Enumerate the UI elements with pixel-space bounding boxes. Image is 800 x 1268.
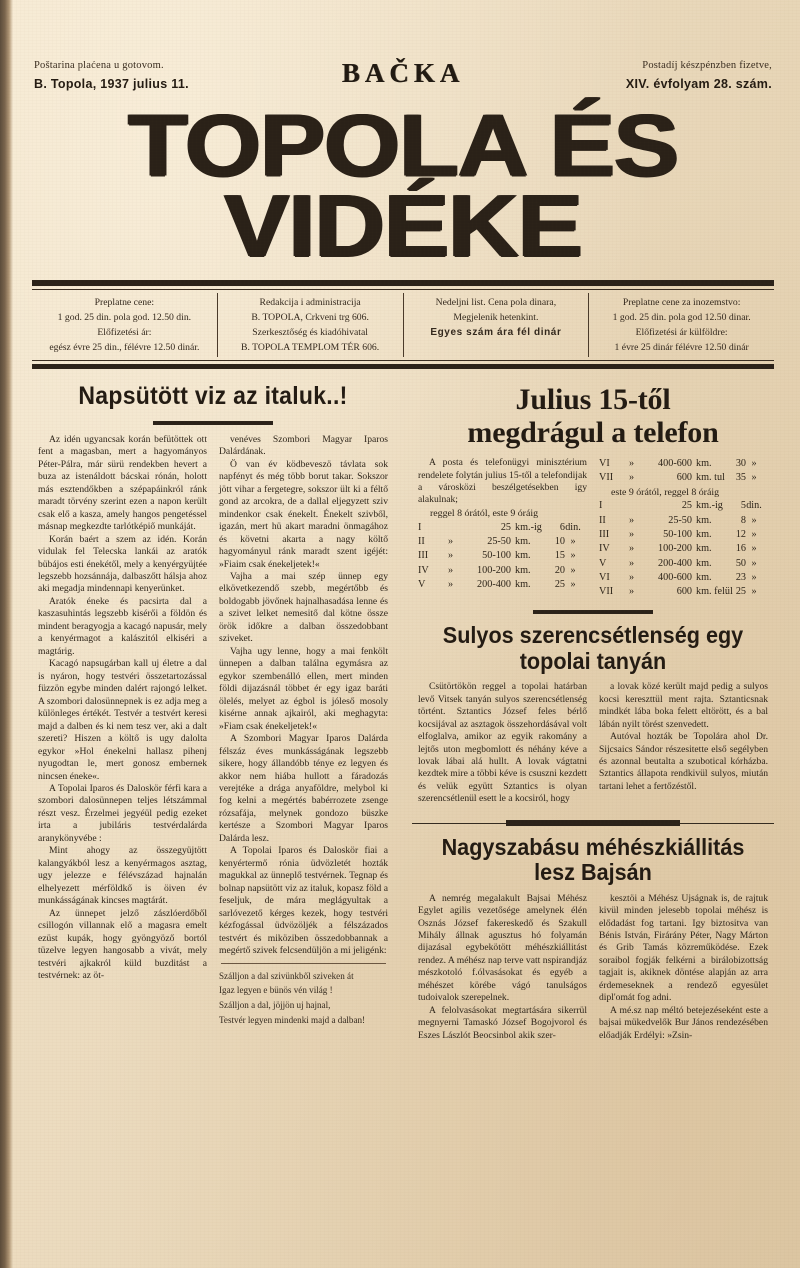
tariff-range: 50-100	[482, 550, 511, 562]
paper-sub-title: BAČKA	[341, 58, 465, 88]
article-paragraph: venéves Szombori Magyar Iparos Dalárdának.	[219, 433, 388, 458]
tariff-price: 5	[740, 500, 746, 512]
tariff-zone: V	[418, 578, 426, 590]
tariff-zone: I	[418, 521, 422, 533]
infobox-line: Szerkesztőség és kiadóhivatal	[252, 326, 368, 338]
telephone-intro-column	[412, 457, 593, 599]
tariff-sep: »	[628, 557, 635, 569]
tariff-zone: IV	[599, 543, 610, 555]
telephone-day-label: reggel 8 órától, este 9 óráig	[430, 507, 539, 519]
article-paragraph: Mint ahogy az összegyüjtött kalangyákból lesz a kenyérmagos asztag, ugy jelezze e félévszázad hajnalán elhelyezett mérföldkő is öiven év munkásságának kincses magtárát.	[38, 845, 207, 907]
article-paragraph: A felolvasásokat megtartására sikerrül megnyerni Tamaskó József Bogojvorol és Eszes Lászlót Beocsinbol akik szer-	[418, 1004, 587, 1041]
tariff-sep: »	[628, 458, 635, 470]
tariff-price: 20	[554, 564, 565, 576]
tariff-row	[418, 549, 587, 563]
tariff-unit: km. felül	[696, 586, 733, 598]
tariff-range: 50-100	[663, 529, 692, 541]
beekeeping-columns	[412, 893, 774, 1043]
tariff-sep: »	[628, 571, 635, 583]
infobox-line: Redakcija i administracija	[259, 296, 361, 308]
poem-line: Szálljon a dal, jöjjön uj hajnal,	[219, 999, 331, 1010]
tariff-price: 16	[735, 543, 746, 555]
tariff-price: 12	[735, 529, 746, 541]
tariff-currency: »	[751, 529, 757, 541]
tariff-zone: V	[599, 557, 607, 569]
tariff-currency: »	[751, 543, 757, 555]
tariff-zone: II	[599, 514, 606, 526]
postage-right-text: Postadíj készpénzben fizetve,	[642, 60, 772, 72]
tariff-row	[418, 521, 587, 535]
volume-issue: XIV. évfolyam 28. szám.	[625, 77, 772, 91]
infobox-line: Megjelenik hetenkint.	[453, 311, 539, 323]
place-date: B. Topola, 1937 julius 11.	[34, 77, 189, 91]
tariff-row	[599, 585, 768, 599]
infobox-line: Előfizetési ár:	[97, 326, 152, 338]
tariff-row	[418, 535, 587, 549]
left-feature-columns	[32, 434, 394, 1028]
tariff-range: 25-50	[668, 514, 692, 526]
infobox-line: Nedeljni list. Cena pola dinara,	[435, 296, 557, 308]
postage-left-block	[34, 58, 284, 91]
right-half	[403, 383, 774, 1042]
article-paragraph: Vajha a mai szép ünnep egy elkövetkezendő szebb, megértőbb és boldogabb jövőnek hajnalhasadása lenne és a szivet lelket nemesitő dal kötne össze örök időkre a dalban összedobbant sziveket.	[219, 571, 388, 645]
article-paragraph: Korán baért a szem az idén. Korán vidulak fel Telecska lankái az aratók bübájos esti énekétől, mely a kenyérgyüjtée legszebb hozsánnája, dalbaszőtt hálsja ahoz aki megadja mindennapi kenyerünket.	[38, 533, 207, 595]
divider-under-accident	[412, 820, 774, 827]
main-body	[22, 383, 784, 1042]
article-paragraph: Az idén ugyancsak korán befütöttek ott fent a magasban, mert a hagyományos Péter-Pálra, már sürü rendekben hevert a buza az istenáldott bácskai rónán, holott más esztendőkben a szépapáinkról ránk maradt törvény szerint ezen a napon került csak elő a kasza, amely hangos pengetéssel másnap megkezdte tarlótképiő munkáját.	[38, 433, 207, 533]
infobox-cell-editorial	[217, 293, 403, 357]
telephone-day-rates-cont	[599, 457, 768, 599]
tariff-unit: km.	[515, 578, 531, 590]
article-paragraph: Ö van év ködbeveszö távlata sok napfényt és még több borut takar. Sokszor jött vihar a fergetegre, sokszor ült ki a féltő gond az arcokra, de a dallal eljegyzett sziv mindenkor csak énekelt. Énekelt szivből, igazán, mert hü akart maradni önmagához és követni akarta a nagy költő hagyományul ránk maradt szent igéjét: »Fiaim csak énekeljetek!«	[219, 458, 388, 570]
article-paragraph: Kacagó napsugárban kall uj életre a dal is nyáron, hogy testvéri összetartozással füzzön egybe minden dalért rajongó lelket. A szombori dalosünnepnek is ez adja meg a különleges értékét. Testvér a testvért keresi majd a dalben és ki nem tesz ver, aki a dalt szereti? Hiszen a költő is ugy dalolta egykor »Hol énekelni hallasz pihenj nyugodtan le, mert gonosz embernek nincsen éneke«.	[38, 658, 207, 782]
poem-divider	[221, 963, 386, 964]
article-paragraph: kesztöi a Méhész Ujságnak is, de rajtuk kivül minden jelesebb topolai méhész is elődadást fog tartani. Igy biztositva van Bénis István, Firárány Péter, Nagy Márton és Grib Tamás közreműködése. Ezek soraibol fogják felkérni a birálobizottság tagjait is, akiknek döntése alapján az arra érdemeseknek a rendező egyesület dipl'omát fog adni.	[599, 892, 768, 1004]
telephone-intro	[418, 457, 587, 507]
tariff-sep: »	[628, 529, 635, 541]
tariff-sep: »	[447, 536, 454, 548]
headline-mehesz-line1: Nagyszabásu méhészkiállitás	[441, 833, 745, 860]
infobox-line: 1 god. 25 din. pola god. 12.50 din.	[57, 311, 192, 323]
tariff-price: 23	[735, 571, 746, 583]
article-paragraph: Aratók éneke és pacsirta dal a kaszasuhintás legszebb kisérői a földön és mindent beragyogja a kacagó napusár, mely a kenyérmagot a kalászitól elkiséri a magtárig.	[38, 595, 207, 657]
tariff-range: 100-200	[477, 564, 511, 576]
telephone-intro-text: A posta és telefonügyi minisztérium rendelete folytán julius 15-től a telefondijak a városközi beszélgetésekben igy alakulnak;	[418, 457, 587, 506]
tariff-sep: »	[447, 578, 454, 590]
tariff-row	[599, 499, 768, 513]
tariff-sep: »	[447, 550, 454, 562]
tariff-currency: »	[570, 564, 576, 576]
tariff-row	[418, 578, 587, 592]
infobox-cell-foreign	[588, 293, 774, 357]
article-paragraph: Autóval hozták be Topolára ahol Dr. Sijcsaics Sándor részesitette első segélyben és azonnal beutalta a szubotical kórházba. Sztantics állapota rendkivül sulyos, miután tartani lehet a fertőzéstől.	[599, 731, 768, 792]
left-half	[32, 383, 403, 1042]
article-paragraph: A mé.sz nap méltó betejezéseként este a bajsai mükedvelők Bur János rendezésében előadják Erdélyi: »Zsin-	[599, 1004, 768, 1041]
tariff-sep: »	[628, 514, 635, 526]
telephone-night-label: este 9 órától, reggel 8 óráig	[611, 486, 720, 498]
article-paragraph: a lovak közé került majd pedig a sulyos kocsi kereszttül ment rajta. Sztanticsnak mindkét lába boka felett eltörött, és a bal lábán nyilt törést szenvedett.	[599, 681, 768, 730]
infobox-cell-subscription	[32, 293, 217, 357]
tariff-unit: km.	[515, 536, 531, 548]
tariff-sep: »	[628, 586, 635, 598]
tariff-sep	[444, 521, 457, 535]
tariff-zone: VI	[599, 458, 610, 470]
tariff-zone: IV	[418, 564, 429, 576]
tariff-currency: »	[751, 514, 757, 526]
tariff-price: 15	[554, 550, 565, 562]
tariff-unit: km.	[515, 550, 531, 562]
tariff-range: 600	[676, 586, 692, 598]
article-paragraph: A nemrég megalakult Bajsai Méhész Egylet agilis vezetősége amelynek élén Osznás József fakereskedő és Szakull Mihály állnak agusztus hó folyamán dijazásal egybekötött méhészkiállitást rendez. A méhész nap terve vatt nspirandjáz mészkotoló f.ólvasásokat és egyéb a méhészet körébe vágó tanulságos tudoivalok szerepelnek.	[418, 892, 587, 1004]
tariff-currency: »	[751, 472, 757, 484]
tariff-zone: VII	[599, 586, 614, 598]
article-paragraph: A Szombori Magyar Iparos Dalárda félszáz éves munkásságának legszebb sikere, hogy állandóbb ténye ez legyen és akkor nem hiába hullott a fáradozás verejtéke a drága anyaföldre, melybol ki fog kelni a megértés babérrozete zsenge rózsafája, melynek gondozo büszke kertésze a Szombori Magyar Iparos Dalárda lesz.	[219, 733, 388, 844]
poem-block	[219, 969, 388, 1028]
tariff-zone: VII	[599, 472, 614, 484]
tariff-row	[599, 557, 768, 571]
tariff-price: 6	[559, 521, 565, 533]
headline-szerencsetlenseg-line2: topolai tanyán	[519, 647, 667, 674]
headline-napsutott: Napsütött viz az italuk..!	[78, 381, 348, 410]
tariff-currency: »	[570, 536, 576, 548]
tariff-price: 30	[735, 458, 746, 470]
infobox-line: egész évre 25 din., félévre 12.50 dinár.	[49, 341, 200, 353]
infobox-line: B. TOPOLA, Crkveni trg 606.	[251, 311, 369, 323]
poem-line: Szálljon a dal szivünkből sziveken át	[219, 970, 354, 981]
accident-columns	[412, 681, 774, 806]
tariff-row	[599, 571, 768, 585]
tariff-row	[418, 564, 587, 578]
headline-telefon-line2: megdrágul a telefon	[467, 416, 719, 450]
tariff-sep: »	[628, 472, 635, 484]
infobox-line: Preplatne cene za inozemstvo:	[622, 296, 741, 308]
telephone-rates-column	[593, 457, 774, 599]
article-paragraph: A Topolai Iparos és Daloskör fiai a kenyértermő rónia üdvözletét hozták magukkal az ünneplő testvérnek. Tegnap és bolnap napsütött viz az italuk, kopasz föld a feseljuk, de mára meglágyultak a sarlóvezető kérges kezek, hogy testvéri kézfogással üdvözöljék a félszázados testvért és miköziben összedobbannak a megértő szivek felcsendüljön a mi jeligénk:	[219, 845, 388, 957]
tariff-zone: II	[418, 536, 425, 548]
poem-line: Testvér legyen mindenki majd a dalban!	[219, 1014, 366, 1025]
masthead-title: TOPOLA ÉS VIDÉKE	[128, 95, 678, 276]
headline-telefon-line1: Julius 15-től	[515, 382, 671, 416]
postage-right-block	[522, 58, 772, 91]
tariff-sep: »	[628, 543, 635, 555]
postage-left-text: Poštarina plaćena u gotovom.	[34, 60, 164, 72]
tariff-price: 10	[554, 536, 565, 548]
tariff-range: 400-600	[658, 458, 692, 470]
masthead-top-row	[22, 0, 784, 91]
tariff-row	[599, 457, 768, 471]
tariff-currency: din.	[746, 500, 762, 512]
tariff-currency: »	[751, 586, 757, 598]
tariff-range: 600	[676, 472, 692, 484]
tariff-unit: km.	[696, 514, 712, 526]
tariff-price: 8	[740, 514, 746, 526]
article-column	[593, 681, 774, 806]
tariff-sep: »	[447, 564, 454, 576]
tariff-sep	[625, 499, 638, 513]
tariff-zone: III	[599, 529, 610, 541]
tariff-currency: »	[570, 550, 576, 562]
tariff-unit: km. tul	[696, 472, 725, 484]
headline-mehesz-line2: lesz Bajsán	[534, 859, 652, 886]
tariff-range: 100-200	[658, 543, 692, 555]
divider-under-telefon	[533, 610, 653, 614]
tariff-range: 200-400	[658, 557, 692, 569]
article-column	[213, 434, 394, 1028]
tariff-range: 400-600	[658, 571, 692, 583]
tariff-row	[599, 542, 768, 556]
infobox-line: 1 évre 25 dinár félévre 12.50 dinár	[614, 341, 749, 353]
article-paragraph: Csütörtökön reggel a topolai határban levő Vitsek tanyán sulyos szerencsétlenség történt. Sztantics József feles bérlő kocsijával az asztagok összehordásával volt elfoglalva, amikor az egyik rakomány a lejtős uton megbomlott és néhány kéve a lovak lábai alá hullt. A lovak vágtatni kezdtek mire a többi kéve is csuszni kezdett és velük együtt Sztantics is olyan szerencsétlenül esett le a kocsiról, hogy	[418, 681, 587, 805]
article-paragraph: Az ünnepet jelző zászlóerdőből csillogón villannak elő a magasra emelt ezüst kupák, hogy gyöngyöző bortól tüzelve legyen hangosabb a vivát, mely testvéri ajkakról küld buzditást a testvérnek: az öt-	[38, 907, 207, 981]
article-column	[412, 681, 593, 806]
tariff-row	[599, 514, 768, 528]
infobox-line: Előfizetési ár külföldre:	[635, 326, 728, 338]
article-column	[412, 893, 593, 1043]
poem-line: Igaz legyen e bünös vén világ !	[219, 985, 333, 996]
infobox-line: 1 god. 25 din. pola god 12.50 dinar.	[612, 311, 751, 323]
tariff-range: 25	[681, 500, 692, 512]
tariff-range: 200-400	[477, 578, 511, 590]
telephone-columns	[412, 457, 774, 599]
tariff-unit: km.	[696, 543, 712, 555]
page-content	[22, 0, 784, 1268]
tariff-row	[599, 528, 768, 542]
infobox-line: Preplatne cene:	[94, 296, 155, 308]
tariff-price: 50	[735, 557, 746, 569]
tariff-price: 35	[735, 472, 746, 484]
tariff-currency: »	[751, 557, 757, 569]
tariff-unit: km.	[696, 529, 712, 541]
article-column	[593, 893, 774, 1043]
tariff-currency: »	[751, 458, 757, 470]
tariff-unit: km.-ig	[515, 521, 542, 533]
infobox-line: B. TOPOLA TEMPLOM TÉR 606.	[241, 341, 380, 353]
tariff-range: 25-50	[487, 536, 511, 548]
tariff-price: 25	[554, 578, 565, 590]
tariff-currency: »	[570, 578, 576, 590]
tariff-unit: km.	[515, 564, 531, 576]
tariff-zone: III	[418, 550, 429, 562]
tariff-unit: km.	[696, 458, 712, 470]
infobox-rule-bottom	[32, 364, 774, 369]
article-paragraph: A Topolai Iparos és Daloskör férfi kara a szombori dalosünnepen teljes létszámmal részt vesz. Érzelmei jegyéül pedig ezeket irta a jubiláris testvérdalárda aranykönyvébe :	[38, 782, 207, 844]
article-paragraph: Vajha ugy lenne, hogy a mai fenkölt ünnepen a dalban találna egymásra az egykor szembenálló ellen, mert minden földi dijazásnál többet ér egy igaz baráti ölelés, melyet az égbol is jóleső mosoly kisérne annak ajkairól, aki meghagyta: »Fiam csak énekeljetek!«	[219, 645, 388, 732]
tariff-currency: »	[751, 571, 757, 583]
infobox-issue-price: Egyes szám ára fél dinár	[430, 326, 562, 338]
tariff-price: 25	[735, 586, 746, 598]
tariff-currency: din.	[565, 521, 581, 533]
tariff-unit: km.	[696, 571, 712, 583]
headline-szerencsetlenseg-line1: Sulyos szerencsétlenség egy	[442, 622, 744, 649]
article-column	[32, 434, 213, 1028]
tariff-range: 25	[500, 521, 511, 533]
tariff-unit: km.-ig	[696, 500, 723, 512]
tariff-zone: VI	[599, 571, 610, 583]
tariff-row	[599, 471, 768, 485]
tariff-zone: I	[599, 500, 603, 512]
masthead-infobox	[32, 289, 774, 361]
divider-under-napsutott	[153, 421, 273, 425]
telephone-day-rates	[418, 507, 587, 592]
tariff-unit: km.	[696, 557, 712, 569]
infobox-cell-issueprice	[403, 293, 589, 357]
infobox-rule-top	[32, 280, 774, 286]
